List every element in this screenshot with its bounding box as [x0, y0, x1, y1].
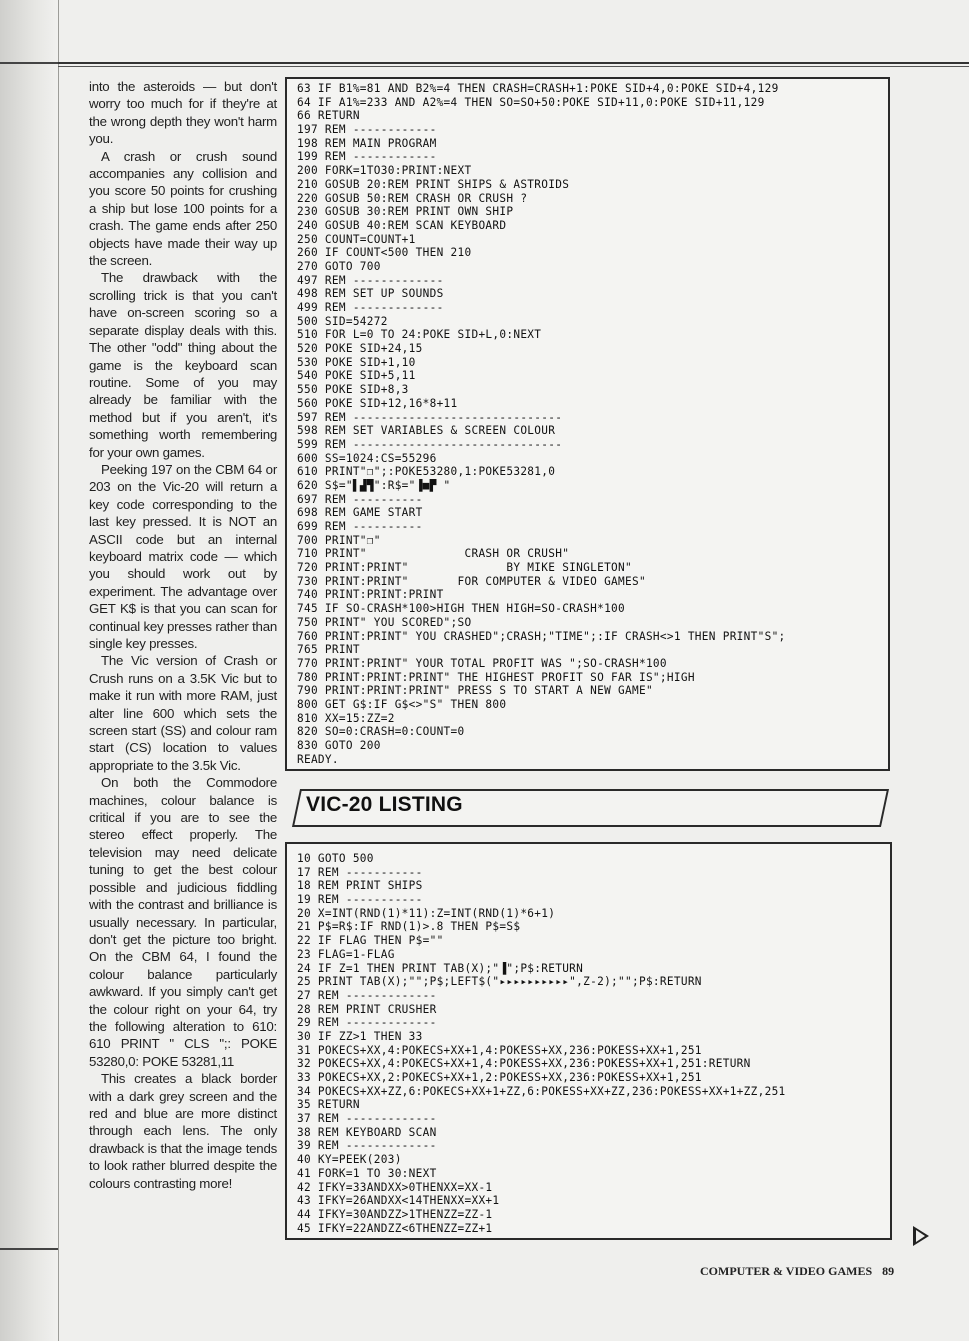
code-line: 41 FORK=1 TO 30:NEXT: [297, 1166, 437, 1180]
code-line: 17 REM -----------: [297, 865, 423, 879]
code-line: 19 REM -----------: [297, 893, 423, 907]
code-line: 800 GET G$:IF G$<>"S" THEN 800: [297, 697, 507, 711]
magazine-name: COMPUTER & VIDEO GAMES: [700, 1264, 873, 1278]
code-line: 530 POKE SID+1,10: [297, 355, 416, 369]
code-line: 830 GOTO 200: [297, 739, 381, 752]
code-line: 610 PRINT"❐";:POKE53280,1:POKE53281,0: [297, 465, 556, 479]
spine-rule-bottom: [0, 1248, 58, 1250]
article-paragraph: The drawback with the scrolling trick is that you can't have on-screen scoring so a separate display deals with this. The other "odd" thing about the game is the keyboard scan routine. Some of you may already be familiar with the method but if you aren't, it's something worth remembering for your own games.: [89, 270, 277, 460]
code-line: 698 REM GAME START: [297, 506, 423, 520]
code-line: 31 POKECS+XX,4:POKECS+XX+1,4:POKESS+XX,236:POKESS+XX+1,251: [297, 1043, 702, 1057]
code-line: 37 REM -------------: [297, 1112, 437, 1126]
code-line: 510 FOR L=0 TO 24:POKE SID+L,0:NEXT: [297, 328, 542, 342]
code-line: 260 IF COUNT<500 THEN 210: [297, 246, 472, 260]
code-line: 540 POKE SID+5,11: [297, 369, 416, 383]
code-line: 597 REM ------------------------------: [297, 410, 563, 424]
code-line: 220 GOSUB 50:REM CRASH OR CRUSH ?: [297, 191, 528, 205]
code-line: 770 PRINT:PRINT" YOUR TOTAL PROFIT WAS ";SO-CRASH*100: [297, 656, 667, 670]
code-line: 710 PRINT" CRASH OR CRUSH": [297, 547, 570, 561]
code-line: 199 REM ------------: [297, 150, 437, 164]
code-line: 240 GOSUB 40:REM SCAN KEYBOARD: [297, 218, 507, 232]
article-paragraph: This creates a black border with a dark grey screen and the red and blue are more distinct through each lens. The only drawback is that the image tends to look rather blurred despite the colours contrasting more!: [89, 1071, 277, 1191]
code-line: 745 IF SO-CRASH*100>HIGH THEN HIGH=SO-CRASH*100: [297, 602, 626, 616]
code-line: 30 IF ZZ>1 THEN 33: [297, 1029, 423, 1043]
article-column: [89, 78, 277, 1192]
code-line: 270 GOTO 700: [297, 259, 381, 273]
code-line: 42 IFKY=33ANDXX>0THENXX=XX-1: [297, 1180, 493, 1194]
vic20-listing-box: [285, 842, 892, 1240]
code-line: 598 REM SET VARIABLES & SCREEN COLOUR: [297, 424, 556, 438]
code-line: 560 POKE SID+12,16*8+11: [297, 396, 458, 410]
code-line: 520 POKE SID+24,15: [297, 342, 423, 356]
code-line: 730 PRINT:PRINT" FOR COMPUTER & VIDEO GAMES": [297, 574, 646, 588]
code-line: 750 PRINT" YOU SCORED";SO: [297, 615, 472, 629]
code-line: 23 FLAG=1-FLAG: [297, 947, 395, 961]
code-line: 497 REM -------------: [297, 273, 444, 287]
code-line: 499 REM -------------: [297, 301, 444, 314]
code-line: 230 GOSUB 30:REM PRINT OWN SHIP: [297, 205, 514, 219]
code-line: 40 KY=PEEK(203): [297, 1153, 402, 1167]
code-line: 39 REM -------------: [297, 1139, 437, 1153]
code-line: 550 POKE SID+8,3: [297, 383, 409, 397]
code-line: 38 REM KEYBOARD SCAN: [297, 1125, 437, 1139]
code-line: 760 PRINT:PRINT" YOU CRASHED";CRASH;"TIME";:IF CRASH<>1 THEN PRINT"S";: [297, 629, 786, 643]
code-line: 64 IF A1%=233 AND A2%=4 THEN SO=SO+50:POKE SID+11,0:POKE SID+11,129: [297, 95, 765, 109]
code-line: 24 IF Z=1 THEN PRINT TAB(X);"▐";P$:RETURN: [297, 961, 584, 975]
code-line: 66 RETURN: [297, 109, 360, 123]
code-line: 22 IF FLAG THEN P$="": [297, 934, 444, 948]
top-rule-thin: [58, 66, 969, 67]
code-line: 500 SID=54272: [297, 314, 388, 328]
code-line: 790 PRINT:PRINT:PRINT" PRESS S TO START A NEW GAME": [297, 684, 653, 698]
article-paragraph: The Vic version of Crash or Crush runs on a 3.5K Vic but to make it run with more RAM, just alter line 600 which sets the screen start (SS) and colour ram start (CS) location to values appropriate to the 3.5k Vic.: [89, 653, 277, 773]
vic20-listing-heading: VIC-20 LISTING: [306, 793, 463, 816]
code-line: 720 PRINT:PRINT" BY MIKE SINGLETON": [297, 561, 632, 575]
code-line: 600 SS=1024:CS=55296: [297, 451, 437, 465]
code-line: 699 REM ----------: [297, 520, 423, 533]
code-line: 43 IFKY=26ANDXX<14THENXX=XX+1: [297, 1194, 500, 1208]
code-line: 197 REM ------------: [297, 123, 437, 137]
article-paragraph: A crash or crush sound accompanies any collision and you score 50 points for crushing a ship but lose 100 points for a crash. The game ends after 250 objects have made their way up the screen.: [89, 148, 277, 269]
code-line: 21 P$=R$:IF RND(1)>.8 THEN P$=S$: [297, 920, 521, 934]
code-line: 740 PRINT:PRINT:PRINT: [297, 588, 444, 602]
code-line: 63 IF B1%=81 AND B2%=4 THEN CRASH=CRASH+1:POKE SID+4,0:POKE SID+4,129: [297, 82, 779, 95]
code-line: 33 POKECS+XX,2:POKECS+XX+1,2:POKESS+XX,236:POKESS+XX+1,251: [297, 1071, 702, 1084]
code-line: 820 SO=0:CRASH=0:COUNT=0: [297, 725, 465, 739]
code-line: 200 FORK=1TO30:PRINT:NEXT: [297, 164, 472, 178]
code-line: 28 REM PRINT CRUSHER: [297, 1002, 437, 1016]
article-paragraph: into the asteroids — but don't worry too much for if they're at the wrong depth they won't harm you.: [89, 79, 277, 147]
code-line: 35 RETURN: [297, 1098, 360, 1112]
code-line: 32 POKECS+XX,4:POKECS+XX+1,4:POKESS+XX,236:POKESS+XX+1,251:RETURN: [297, 1057, 751, 1071]
code-line: 765 PRINT: [297, 643, 360, 657]
code-line: 250 COUNT=COUNT+1: [297, 232, 416, 246]
page-spine-shadow: [0, 0, 59, 1341]
code-line: 620 S$="▌▟▜":R$="▐■▛ ": [297, 478, 451, 492]
cbm64-listing-box: [285, 77, 890, 771]
code-line: 697 REM ----------: [297, 492, 423, 506]
code-line: 780 PRINT:PRINT:PRINT" THE HIGHEST PROFIT SO FAR IS";HIGH: [297, 670, 695, 684]
code-line: 45 IFKY=22ANDZZ<6THENZZ=ZZ+1: [297, 1221, 493, 1235]
code-line: 20 X=INT(RND(1)*11):Z=INT(RND(1)*6+1): [297, 906, 556, 920]
code-line: 810 XX=15:ZZ=2: [297, 711, 395, 725]
code-line: 10 GOTO 500: [297, 852, 374, 865]
page-footer: [700, 1264, 894, 1279]
code-line: 18 REM PRINT SHIPS: [297, 879, 423, 893]
page-number: 89: [882, 1264, 895, 1278]
code-line: 29 REM -------------: [297, 1016, 437, 1030]
code-line: 599 REM ------------------------------: [297, 437, 563, 451]
code-line: 198 REM MAIN PROGRAM: [297, 136, 437, 150]
code-line: 25 PRINT TAB(X);"";P$;LEFT$("▸▸▸▸▸▸▸▸▸▸",Z-2);"";P$:RETURN: [297, 975, 702, 989]
code-line: READY.: [297, 752, 339, 766]
code-line: 210 GOSUB 20:REM PRINT SHIPS & ASTROIDS: [297, 177, 570, 191]
code-line: 700 PRINT"❐": [297, 533, 381, 547]
top-rule: [58, 62, 969, 64]
code-line: 27 REM -------------: [297, 988, 437, 1002]
code-line: 44 IFKY=30ANDZZ>1THENZZ=ZZ-1: [297, 1207, 493, 1221]
code-line: 498 REM SET UP SOUNDS: [297, 287, 444, 301]
continue-arrow-icon: [913, 1226, 929, 1246]
article-paragraph: On both the Commodore machines, colour balance is critical if you are to see the stereo effect properly. The television may need delicate tuning to get the best colour possible and judicious fiddling with the contrast and brilliance is usually necessary. In particular, don't get the picture too bright. On the CBM 64, I found the colour balance particularly awkward. If you simply can't get the colour right on your 64, try the following alteration to 610: 610 PRINT " CLS ";: POKE 53280,0: POKE 53281,11: [89, 775, 277, 1069]
article-paragraph: Peeking 197 on the CBM 64 or 203 on the Vic-20 will return a key code corresponding to the last key pressed. It is NOT an ASCII code but an internal keyboard matrix code — which you should work out by experiment. The advantage over GET K$ is that you can scan for continual key presses rather than single key presses.: [89, 461, 277, 651]
code-line: 34 POKECS+XX+ZZ,6:POKECS+XX+1+ZZ,6:POKESS+XX+ZZ,236:POKESS+XX+1+ZZ,251: [297, 1084, 786, 1098]
spine-rule-top: [0, 62, 58, 64]
